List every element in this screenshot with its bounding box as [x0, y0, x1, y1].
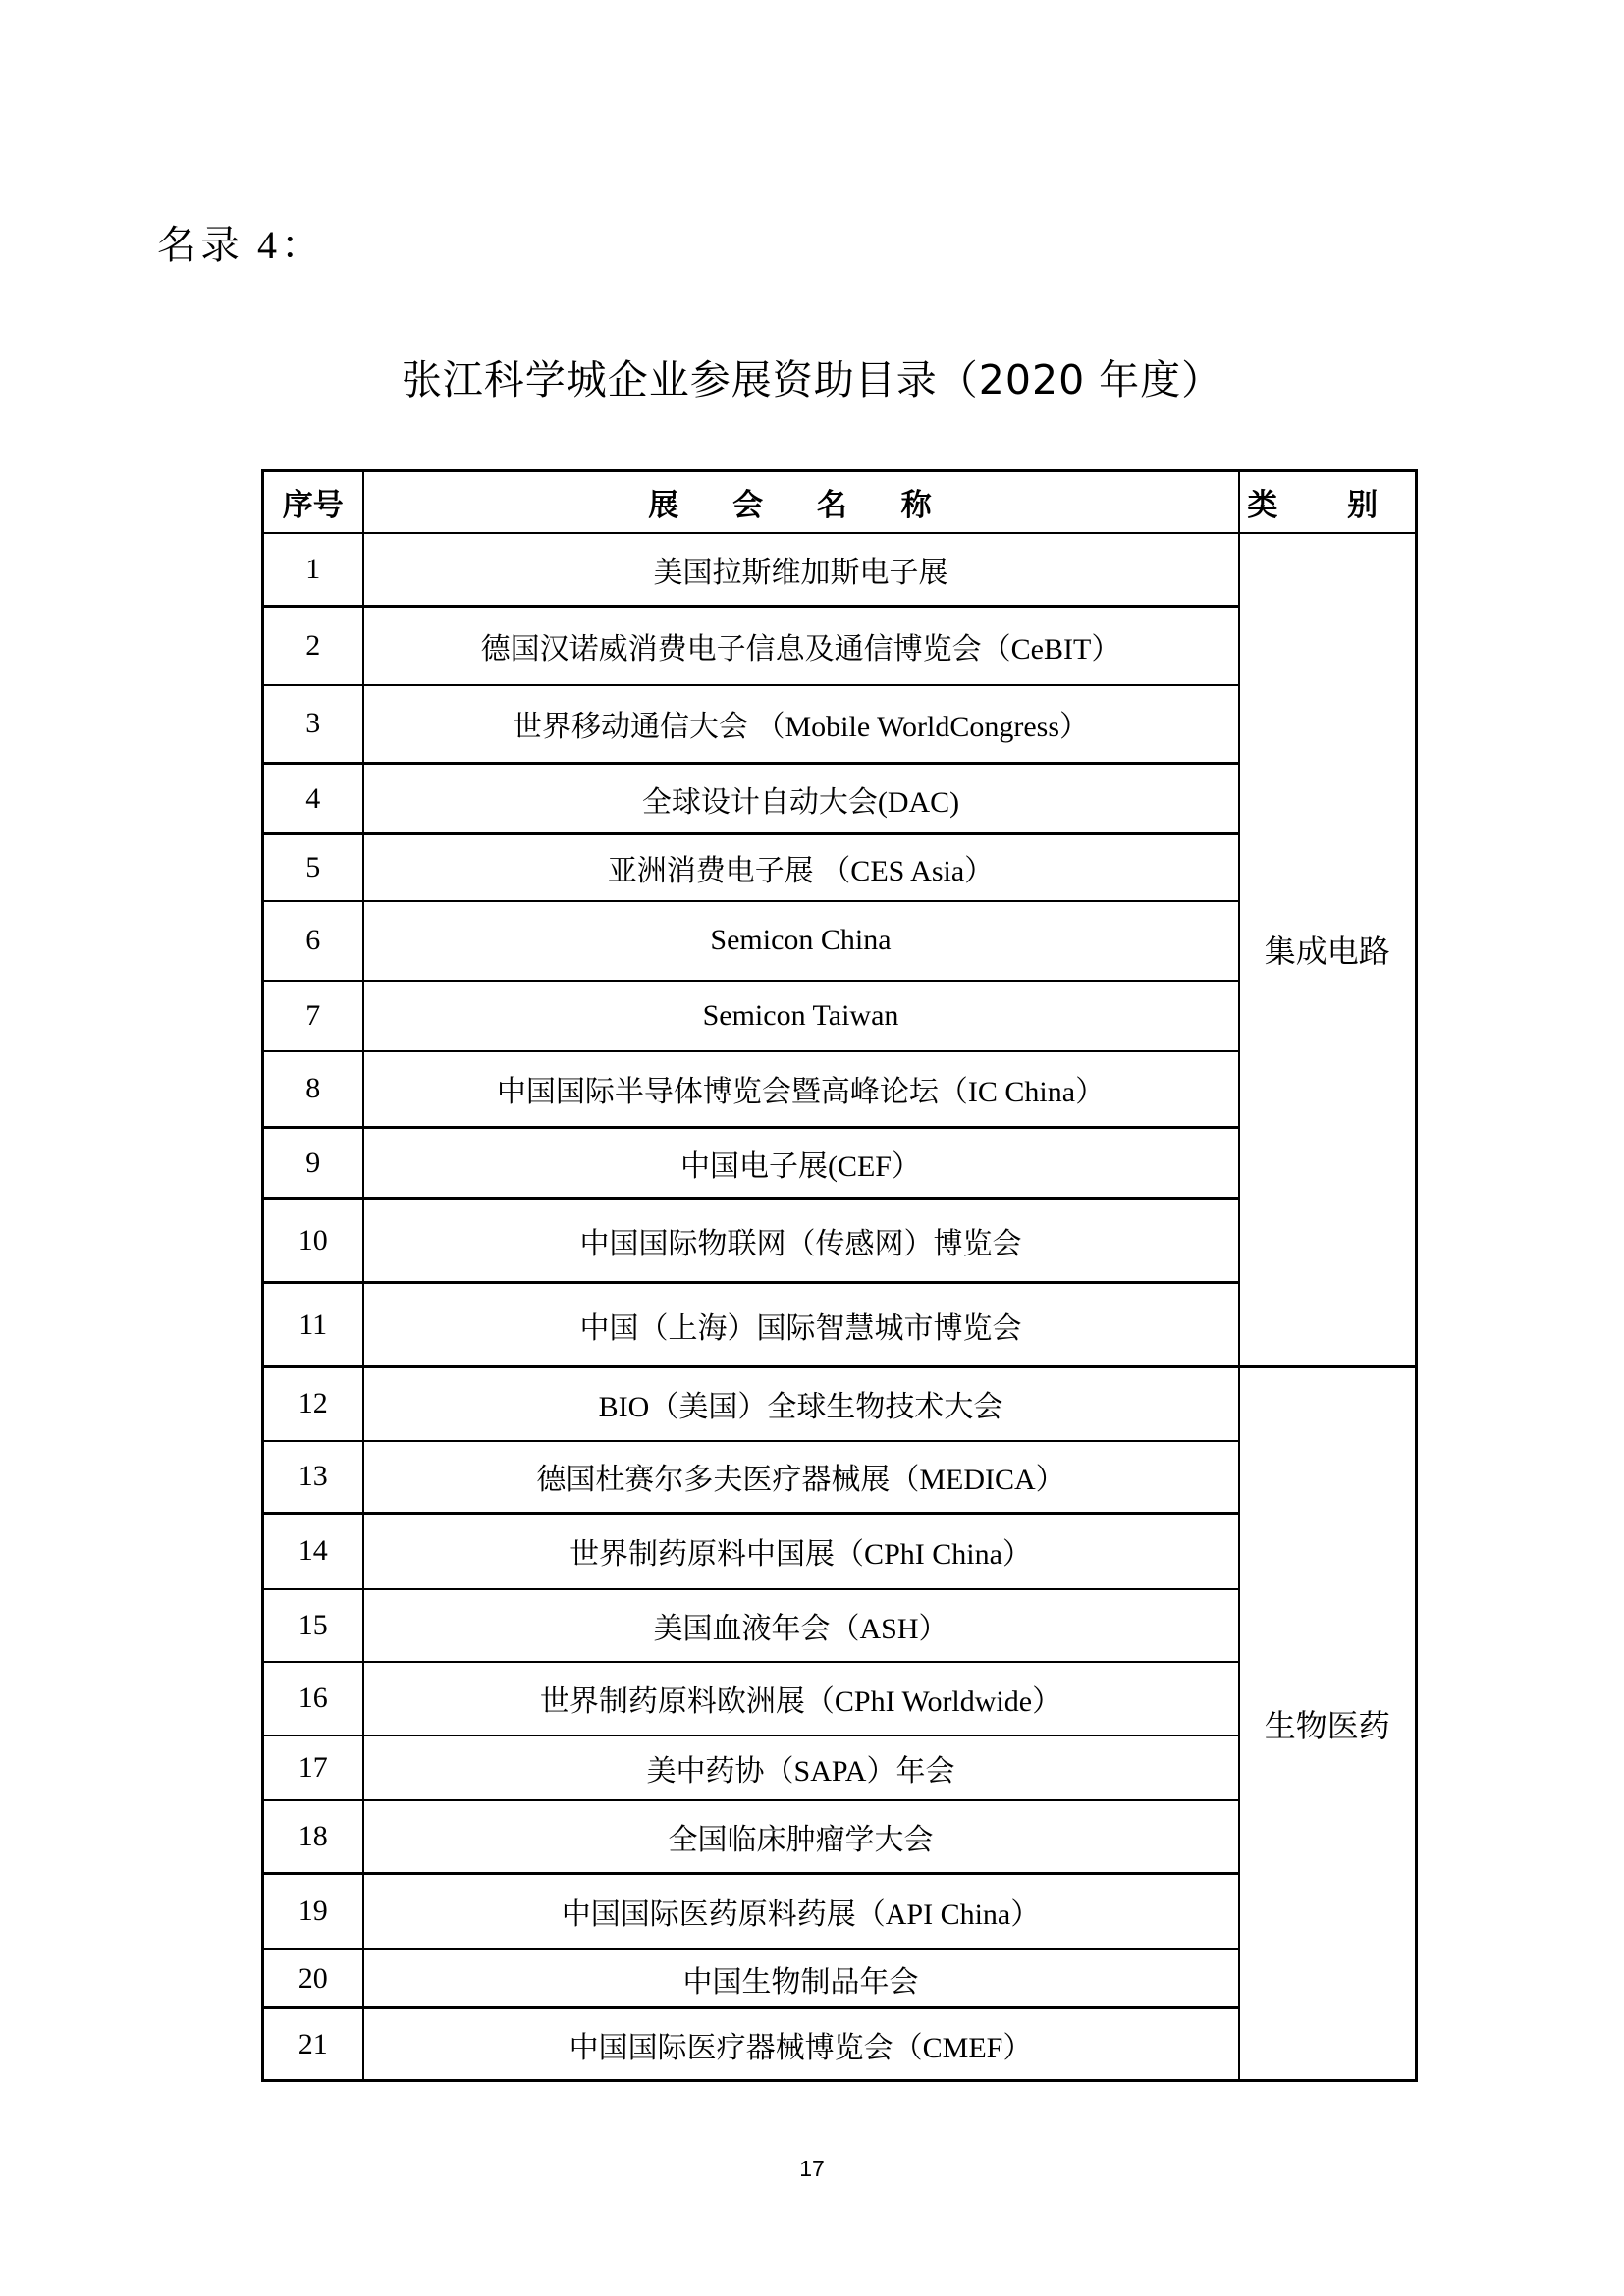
row-index: 5: [263, 834, 363, 901]
row-name: 中国（上海）国际智慧城市博览会: [363, 1283, 1239, 1367]
row-name: 中国国际医药原料药展（API China）: [363, 1874, 1239, 1949]
row-index: 8: [263, 1051, 363, 1128]
row-name: 中国国际半导体博览会暨高峰论坛（IC China）: [363, 1051, 1239, 1128]
table-row: [263, 533, 1417, 607]
row-index: 10: [263, 1199, 363, 1283]
row-index: 15: [263, 1589, 363, 1662]
row-name: Semicon Taiwan: [363, 981, 1239, 1051]
row-name: 世界制药原料欧洲展（CPhI Worldwide）: [363, 1662, 1239, 1735]
page-number: 17: [799, 2156, 825, 2181]
row-index: 6: [263, 901, 363, 981]
row-index: 21: [263, 2008, 363, 2081]
row-index: 19: [263, 1874, 363, 1949]
row-index: 2: [263, 607, 363, 685]
row-name: 德国汉诺威消费电子信息及通信博览会（CeBIT）: [363, 607, 1239, 685]
row-index: 13: [263, 1441, 363, 1514]
exhibition-table: [261, 469, 1418, 2082]
row-name: 亚洲消费电子展 （CES Asia）: [363, 834, 1239, 901]
row-name: 世界移动通信大会 （Mobile WorldCongress）: [363, 685, 1239, 764]
row-index: 14: [263, 1514, 363, 1589]
category-cell: 生物医药: [1239, 1367, 1417, 2081]
row-name: 中国电子展(CEF）: [363, 1128, 1239, 1199]
row-name: Semicon China: [363, 901, 1239, 981]
row-index: 4: [263, 764, 363, 834]
row-name: 世界制药原料中国展（CPhI China）: [363, 1514, 1239, 1589]
row-index: 20: [263, 1949, 363, 2008]
appendix-label: 名录 4：: [157, 223, 324, 267]
row-index: 3: [263, 685, 363, 764]
row-name: 全球设计自动大会(DAC): [363, 764, 1239, 834]
row-index: 16: [263, 1662, 363, 1735]
row-index: 9: [263, 1128, 363, 1199]
row-index: 11: [263, 1283, 363, 1367]
row-name: 中国国际医疗器械博览会（CMEF）: [363, 2008, 1239, 2081]
document-title: 张江科学城企业参展资助目录（2020 年度）: [401, 356, 1223, 403]
header-index: 序号: [263, 471, 363, 533]
row-name: BIO（美国）全球生物技术大会: [363, 1367, 1239, 1441]
table-header-row: [263, 471, 1417, 533]
category-cell: 集成电路: [1239, 533, 1417, 1367]
row-name: 美国拉斯维加斯电子展: [363, 533, 1239, 607]
row-name: 德国杜赛尔多夫医疗器械展（MEDICA）: [363, 1441, 1239, 1514]
row-name: 全国临床肿瘤学大会: [363, 1800, 1239, 1874]
row-name: 中国生物制品年会: [363, 1949, 1239, 2008]
row-index: 1: [263, 533, 363, 607]
row-name: 美国血液年会（ASH）: [363, 1589, 1239, 1662]
header-name: 展 会 名 称: [363, 471, 1239, 533]
row-index: 7: [263, 981, 363, 1051]
row-index: 18: [263, 1800, 363, 1874]
row-index: 17: [263, 1735, 363, 1800]
row-name: 中国国际物联网（传感网）博览会: [363, 1199, 1239, 1283]
row-index: 12: [263, 1367, 363, 1441]
row-name: 美中药协（SAPA）年会: [363, 1735, 1239, 1800]
header-category: 类 别: [1239, 471, 1417, 533]
table-row: [263, 1367, 1417, 1441]
